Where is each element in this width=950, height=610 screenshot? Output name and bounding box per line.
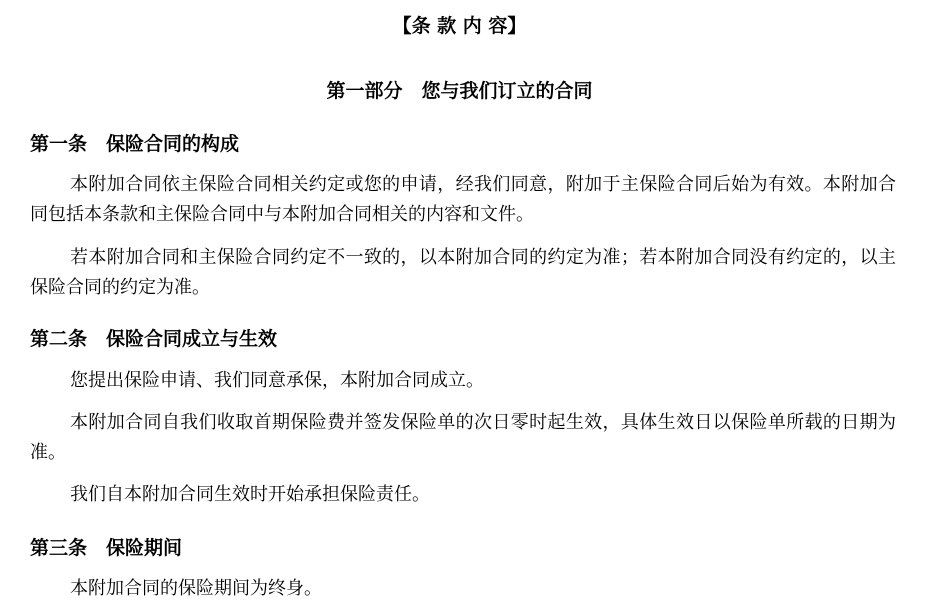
document-title: 【条 款 内 容】 <box>392 15 527 37</box>
part-title: 第一部分 您与我们订立的合同 <box>326 80 593 102</box>
article-2-heading: 第二条 保险合同成立与生效 <box>30 328 278 350</box>
article-3-paragraph-1: 本附加合同的保险期间为终身。 <box>70 578 322 599</box>
article-1-heading: 第一条 保险合同的构成 <box>30 133 240 155</box>
article-3-heading: 第三条 保险期间 <box>30 537 183 559</box>
article-2-paragraph-3: 我们自本附加合同生效时开始承担保险责任。 <box>70 484 430 505</box>
article-1-paragraph-1: 本附加合同依主保险合同相关约定或您的申请，经我们同意，附加于主保险合同后始为有效。本附加合同包括本条款和主保险合同中与本附加合同相关的内容和文件。 <box>30 174 896 225</box>
article-2-paragraph-2: 本附加合同自我们收取首期保险费并签发保险单的次日零时起生效，具体生效日以保险单所载的日期为准。 <box>30 412 896 463</box>
article-2-paragraph-1: 您提出保险申请、我们同意承保，本附加合同成立。 <box>70 370 484 391</box>
article-1-paragraph-2: 若本附加合同和主保险合同约定不一致的，以本附加合同的约定为准；若本附加合同没有约定的，以主保险合同的约定为准。 <box>30 247 896 298</box>
